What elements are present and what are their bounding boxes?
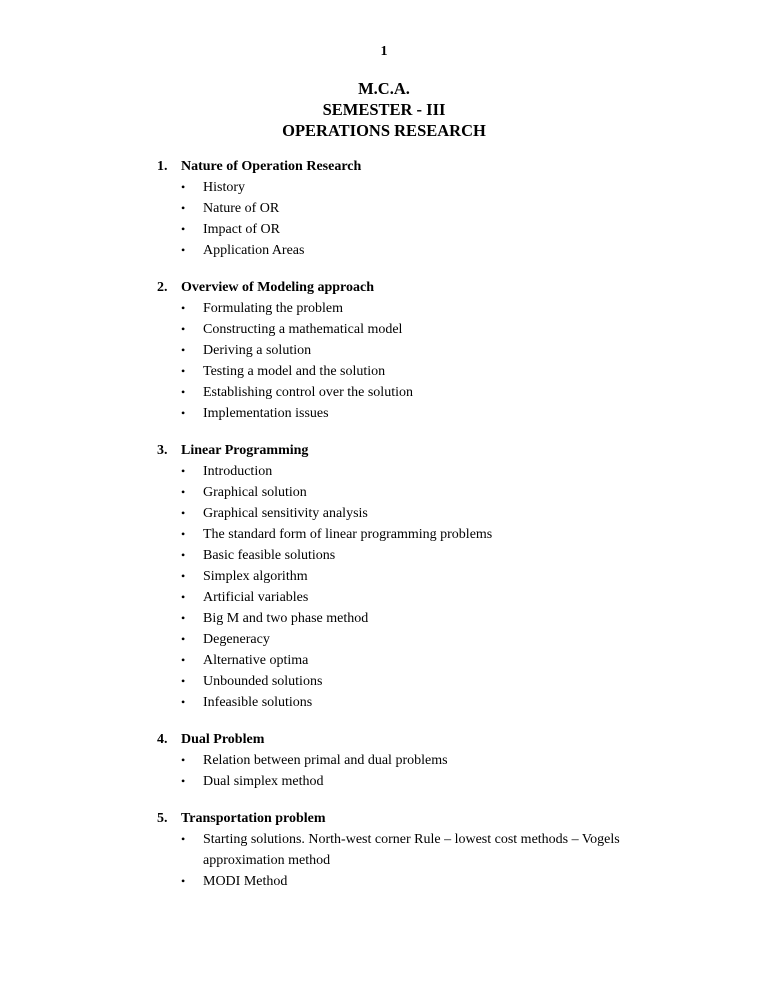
list-item (157, 482, 757, 503)
topic-text: Graphical sensitivity analysis (203, 506, 368, 521)
bullet-icon: • (181, 222, 186, 236)
bullet-icon: • (181, 180, 186, 194)
section-number: 3. (157, 443, 168, 458)
topic-text: Impact of OR (203, 222, 280, 237)
list-item (157, 545, 757, 566)
bullet-icon: • (181, 590, 186, 604)
topic-text: Relation between primal and dual problems (203, 753, 448, 768)
list-item (157, 629, 757, 650)
list-item (157, 871, 757, 892)
bullet-icon: • (181, 832, 186, 846)
topic-text: Nature of OR (203, 201, 280, 216)
list-item (157, 503, 757, 524)
topic-text: Degeneracy (203, 632, 270, 647)
syllabus-section (157, 156, 757, 261)
bullet-icon: • (181, 301, 186, 315)
section-number: 5. (157, 811, 168, 826)
list-item (157, 340, 757, 361)
list-item (157, 671, 757, 692)
bullet-icon: • (181, 243, 186, 257)
section-title: Linear Programming (181, 443, 309, 458)
topic-text: Testing a model and the solution (203, 364, 386, 379)
topic-text: Formulating the problem (203, 301, 343, 316)
bullet-icon: • (181, 343, 186, 357)
section-heading (157, 440, 757, 461)
list-item (157, 177, 757, 198)
topic-text: Graphical solution (203, 485, 307, 500)
topic-text: Simplex algorithm (203, 569, 308, 584)
topic-text: MODI Method (203, 874, 288, 889)
list-item (157, 771, 757, 792)
syllabus-sections (157, 156, 757, 908)
bullet-icon: • (181, 322, 186, 336)
syllabus-section (157, 729, 757, 792)
document-header (0, 78, 768, 141)
topic-list (157, 461, 757, 713)
list-item (157, 298, 757, 319)
bullet-icon: • (181, 674, 186, 688)
bullet-icon: • (181, 506, 186, 520)
bullet-icon: • (181, 548, 186, 562)
list-item (157, 361, 757, 382)
topic-text: Big M and two phase method (203, 611, 369, 626)
list-item (157, 692, 757, 713)
section-title: Dual Problem (181, 732, 265, 747)
topic-text: Constructing a mathematical model (203, 322, 403, 337)
bullet-icon: • (181, 569, 186, 583)
section-title: Nature of Operation Research (181, 159, 362, 174)
list-item (157, 403, 757, 424)
bullet-icon: • (181, 774, 186, 788)
section-heading (157, 729, 757, 750)
list-item (157, 240, 757, 261)
bullet-icon: • (181, 874, 186, 888)
topic-text: Establishing control over the solution (203, 385, 413, 400)
topic-text: Introduction (203, 464, 273, 479)
list-item (157, 382, 757, 403)
syllabus-section (157, 808, 757, 892)
list-item (157, 608, 757, 629)
list-item (157, 461, 757, 482)
topic-text: Dual simplex method (203, 774, 324, 789)
list-item (157, 829, 757, 871)
course-title: M.C.A. (358, 79, 410, 98)
section-number: 1. (157, 159, 168, 174)
list-item (157, 650, 757, 671)
topic-text: The standard form of linear programming problems (203, 527, 493, 542)
syllabus-section (157, 277, 757, 424)
topic-text: Deriving a solution (203, 343, 312, 358)
topic-text: Application Areas (203, 243, 305, 258)
bullet-icon: • (181, 406, 186, 420)
section-heading (157, 808, 757, 829)
page-number: 1 (380, 44, 388, 59)
topic-text: Implementation issues (203, 406, 329, 421)
bullet-icon: • (181, 201, 186, 215)
list-item (157, 524, 757, 545)
topic-list (157, 829, 757, 892)
bullet-icon: • (181, 653, 186, 667)
bullet-icon: • (181, 695, 186, 709)
syllabus-section (157, 440, 757, 713)
bullet-icon: • (181, 632, 186, 646)
list-item (157, 566, 757, 587)
list-item (157, 587, 757, 608)
bullet-icon: • (181, 611, 186, 625)
section-heading (157, 277, 757, 298)
topic-text: History (203, 180, 245, 195)
topic-list (157, 177, 757, 261)
bullet-icon: • (181, 364, 186, 378)
list-item (157, 198, 757, 219)
topic-text: Infeasible solutions (203, 695, 313, 710)
bullet-icon: • (181, 464, 186, 478)
section-title: Transportation problem (181, 811, 326, 826)
topic-text: Alternative optima (203, 653, 309, 668)
topic-text: Starting solutions. North-west corner Rule – lowest cost methods – Vogels approximation method (203, 832, 620, 868)
topic-list (157, 750, 757, 792)
bullet-icon: • (181, 527, 186, 541)
subject-title: OPERATIONS RESEARCH (282, 121, 486, 140)
bullet-icon: • (181, 385, 186, 399)
bullet-icon: • (181, 485, 186, 499)
section-title: Overview of Modeling approach (181, 280, 375, 295)
semester-title: SEMESTER - III (322, 100, 446, 119)
section-number: 4. (157, 732, 168, 747)
section-heading (157, 156, 757, 177)
topic-text: Unbounded solutions (203, 674, 323, 689)
topic-list (157, 298, 757, 424)
topic-text: Artificial variables (203, 590, 309, 605)
list-item (157, 750, 757, 771)
topic-text: Basic feasible solutions (203, 548, 336, 563)
list-item (157, 219, 757, 240)
list-item (157, 319, 757, 340)
bullet-icon: • (181, 753, 186, 767)
section-number: 2. (157, 280, 168, 295)
